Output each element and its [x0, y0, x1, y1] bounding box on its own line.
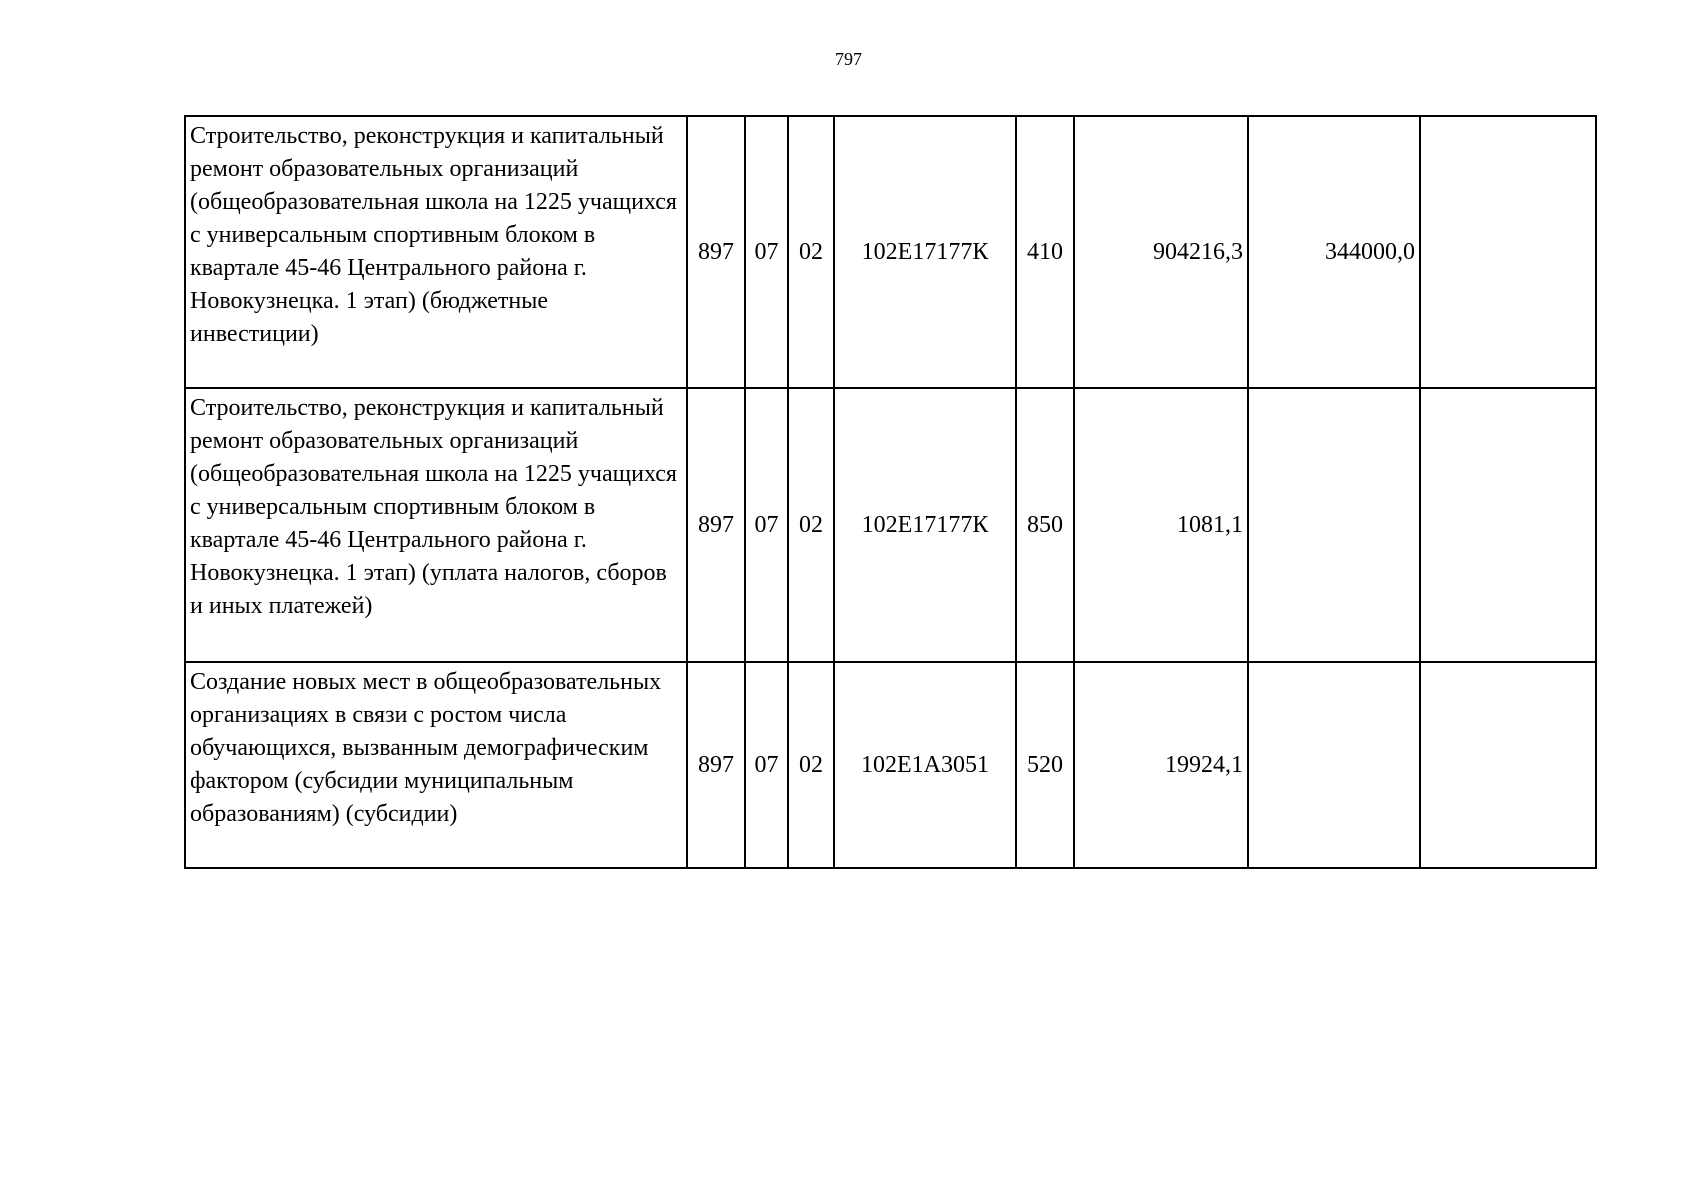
amount-2	[1248, 388, 1420, 662]
amount-1: 904216,3	[1074, 116, 1248, 388]
ministry-code: 897	[687, 662, 745, 868]
section-code: 07	[745, 388, 788, 662]
page-number: 797	[835, 49, 862, 69]
row-description: Строительство, реконструкция и капитальный ремонт образовательных организаций (общеобразовательная школа на 1225 учащихся с универсальным спортивным блоком в квартале 45-46 Центрального района г. Новокузнецка. 1 этап) (уплата налогов, сборов и иных платежей)	[185, 388, 687, 662]
expense-type-code: 850	[1016, 388, 1074, 662]
table-row	[185, 116, 1596, 388]
amount-1: 1081,1	[1074, 388, 1248, 662]
amount-1: 19924,1	[1074, 662, 1248, 868]
table-row	[185, 662, 1596, 868]
target-article-code: 102E17177К	[834, 388, 1016, 662]
amount-3	[1420, 662, 1596, 868]
row-description: Создание новых мест в общеобразовательных организациях в связи с ростом числа обучающихся, вызванным демографическим фактором (субсидии муниципальным образованиям) (субсидии)	[185, 662, 687, 868]
expense-type-code: 410	[1016, 116, 1074, 388]
amount-2	[1248, 662, 1420, 868]
budget-table	[184, 115, 1597, 869]
amount-3	[1420, 388, 1596, 662]
subsection-code: 02	[788, 116, 834, 388]
ministry-code: 897	[687, 116, 745, 388]
ministry-code: 897	[687, 388, 745, 662]
row-description: Строительство, реконструкция и капитальный ремонт образовательных организаций (общеобразовательная школа на 1225 учащихся с универсальным спортивным блоком в квартале 45-46 Центрального района г. Новокузнецка. 1 этап) (бюджетные инвестиции)	[185, 116, 687, 388]
subsection-code: 02	[788, 388, 834, 662]
subsection-code: 02	[788, 662, 834, 868]
target-article-code: 102E1А3051	[834, 662, 1016, 868]
amount-2: 344000,0	[1248, 116, 1420, 388]
table-row	[185, 388, 1596, 662]
expense-type-code: 520	[1016, 662, 1074, 868]
section-code: 07	[745, 116, 788, 388]
section-code: 07	[745, 662, 788, 868]
target-article-code: 102E17177К	[834, 116, 1016, 388]
amount-3	[1420, 116, 1596, 388]
